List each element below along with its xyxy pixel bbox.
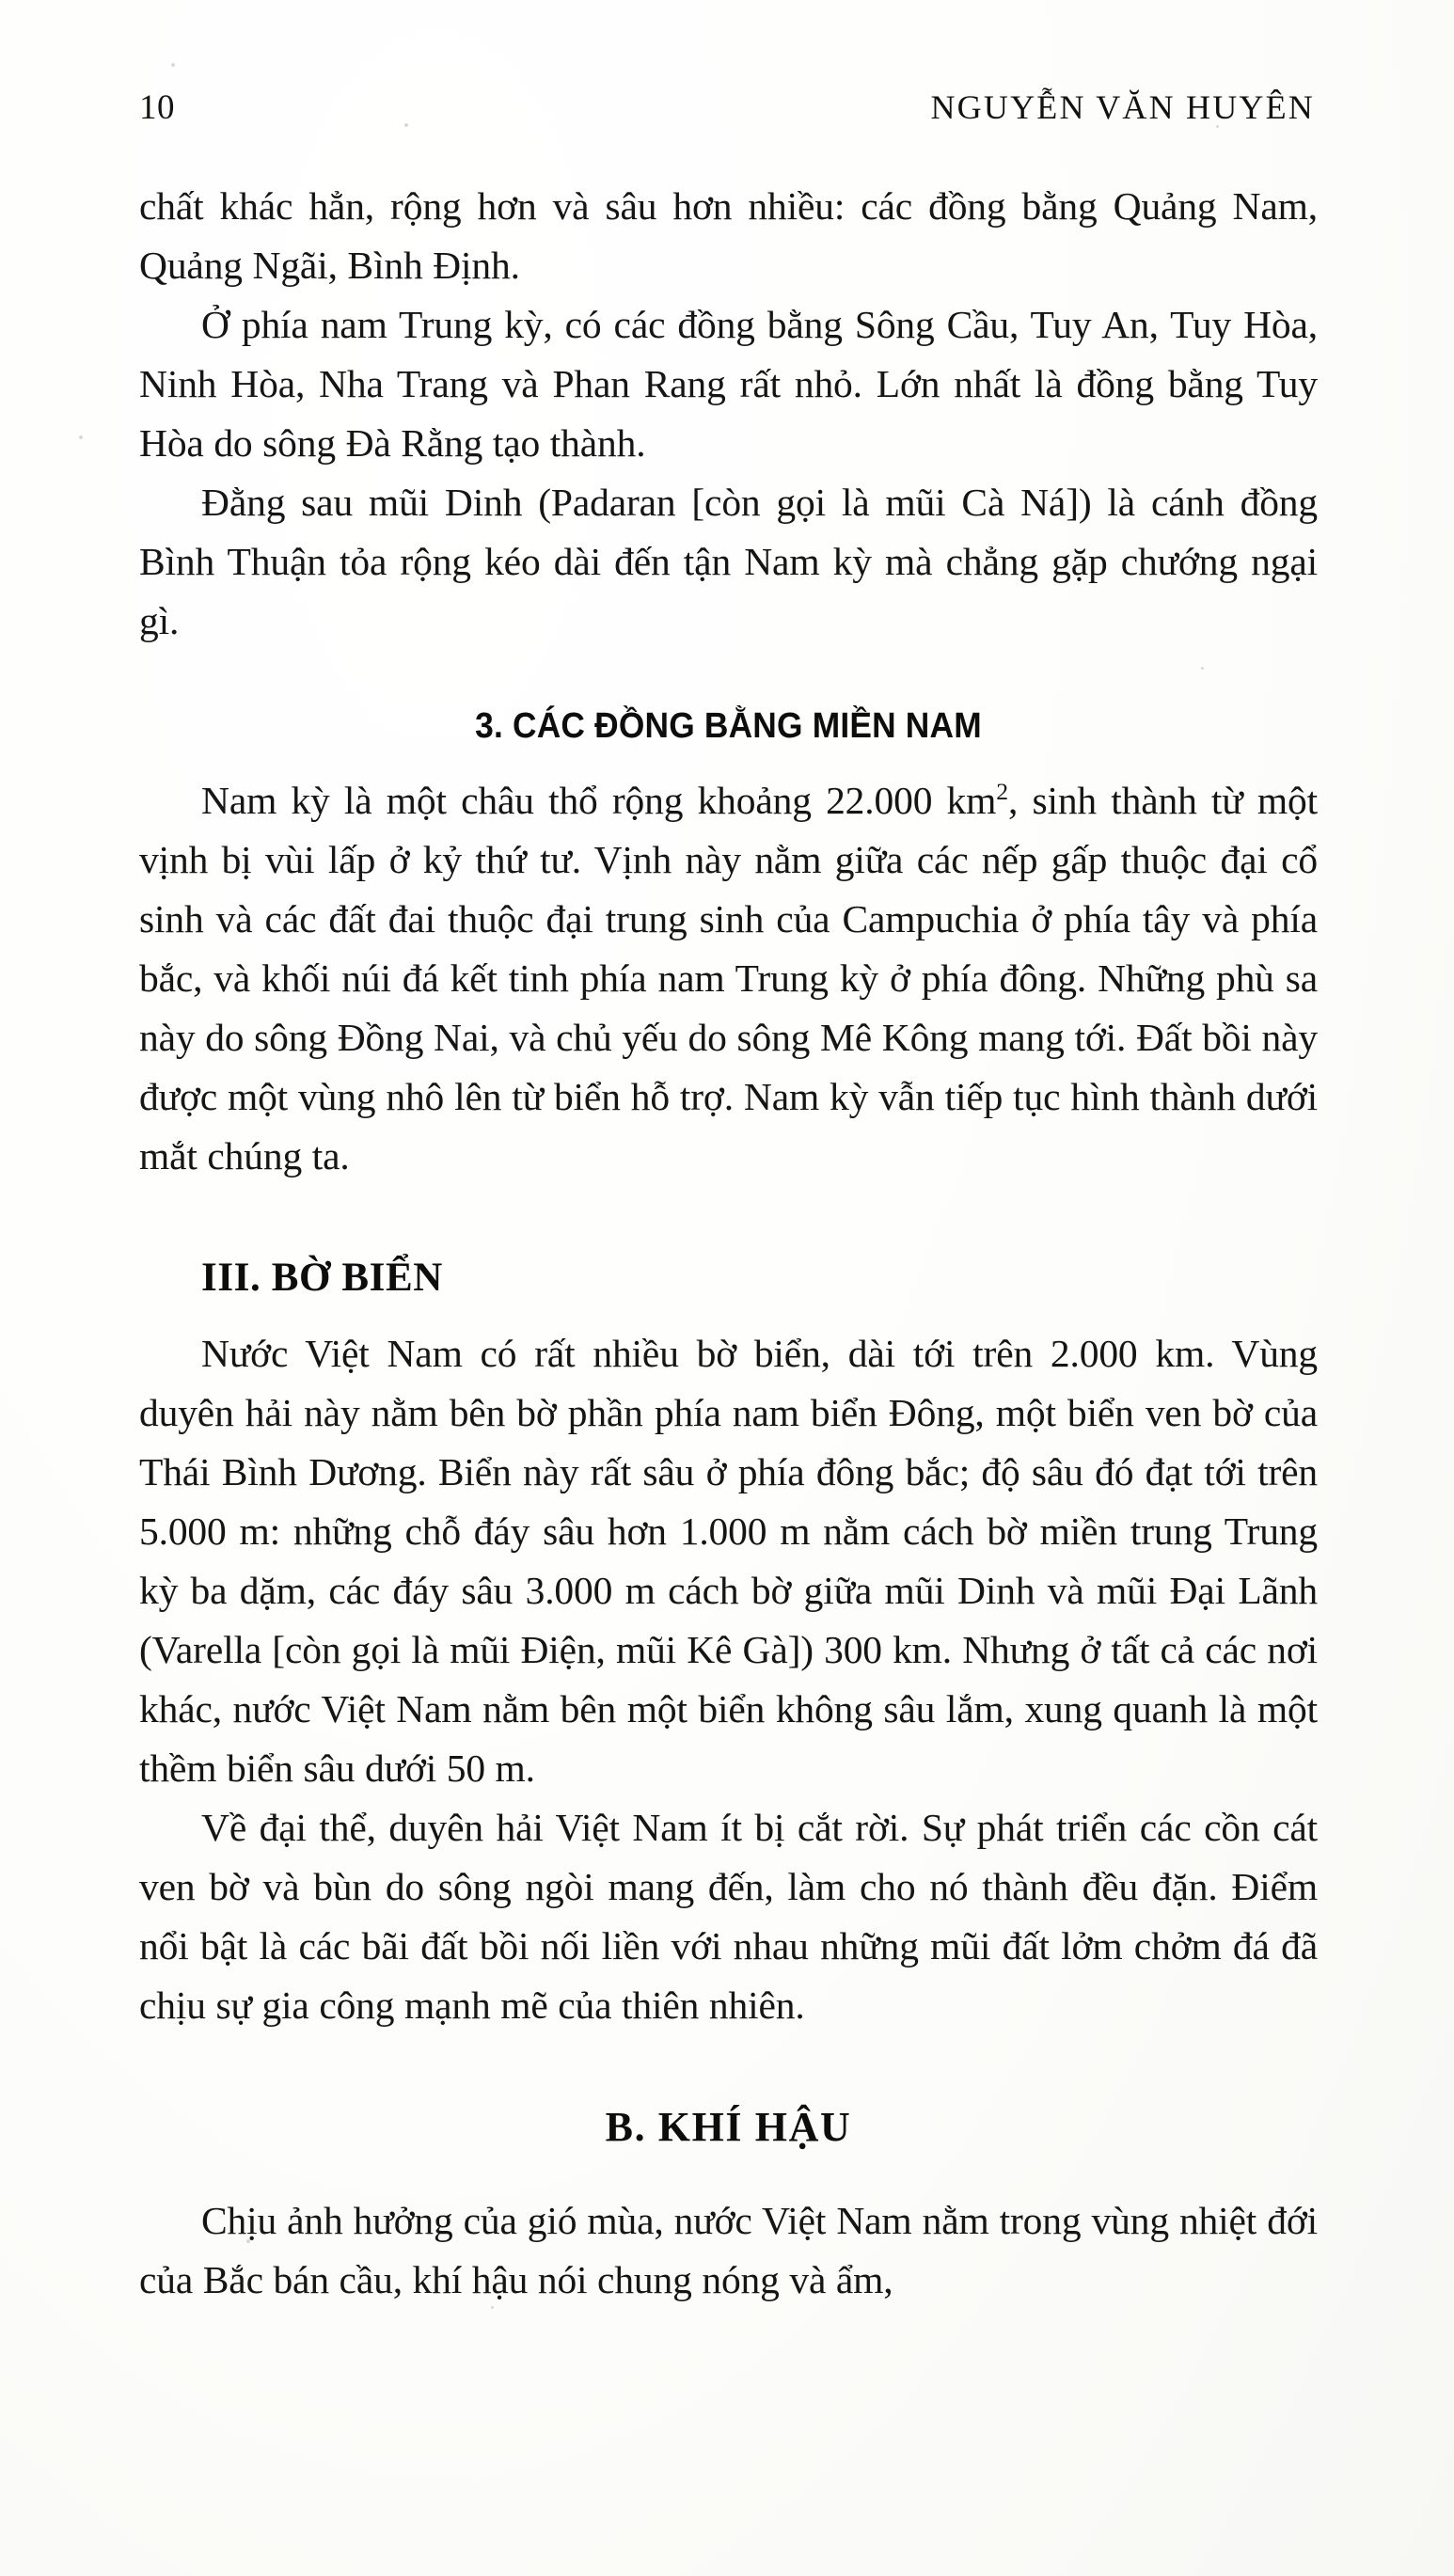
spacer [139,2035,1318,2105]
scan-speck [79,435,83,439]
heading-section-3: 3. CÁC ĐỒNG BẰNG MIỀN NAM [475,706,982,746]
scan-speck [171,63,175,67]
running-head [139,90,1315,147]
paragraph-nam-ky-delta-part1: Nam kỳ là một châu thổ rộng khoảng 22.000 km [201,778,997,822]
heading-section-iii: III. BỜ BIỂN [201,1255,443,1300]
paragraph-coastline-regularity: Về đại thể, duyên hải Việt Nam ít bị cắt rời. Sự phát triển các cồn cát ven bờ và bùn do sông ngòi mang đến, làm cho nó thành đều đặn. Điểm nổi bật là các bãi đất bồi nối liền với nhau những mũi đất lởm chởm đá đã chịu sự gia công mạnh mẽ của thiên nhiên. [139,1806,1318,2028]
spacer [139,747,1318,771]
page-number: 10 [139,88,175,127]
text-column [139,177,1318,2310]
paragraph-continued: chất khác hẳn, rộng hơn và sâu hơn nhiều: các đồng bằng Quảng Nam, Quảng Ngãi, Bình Định. [139,184,1318,287]
spacer [139,1300,1318,1324]
spacer [139,1186,1318,1256]
running-head-author: NGUYỄN VĂN HUYÊN [930,88,1315,126]
paragraph-nam-ky-delta [139,771,1318,1186]
superscript-square: 2 [996,777,1008,805]
paragraph-nam-ky-delta-part2: , sinh thành từ một vịnh bị vùi lấp ở kỷ thứ tư. Vịnh này nằm giữa các nếp gấp thuộc đại cổ sinh và các đất đai thuộc đại trung sinh của Campuchia ở phía tây và phía bắc, và khối núi đá kết tinh phía nam Trung kỳ ở phía đông. Những phù sa này do sông Đồng Nai, và chủ yếu do sông Mê Kông mang tới. Đất bồi này được một vùng nhô lên từ biển hỗ trợ. Nam kỳ vẫn tiếp tục hình thành dưới mắt chúng ta. [139,778,1318,1177]
spacer [139,651,1318,707]
paragraph-cape-dinh: Đằng sau mũi Dinh (Padaran [còn gọi là mũi Cà Ná]) là cánh đồng Bình Thuận tỏa rộng kéo dài đến tận Nam kỳ mà chẳng gặp chướng ngại gì. [139,481,1318,642]
heading-section-b: B. KHÍ HẬU [605,2104,852,2151]
paragraph-coastline: Nước Việt Nam có rất nhiều bờ biển, dài tới trên 2.000 km. Vùng duyên hải này nằm bên bờ phần phía nam biển Đông, một biển ven bờ của Thái Bình Dương. Biển này rất sâu ở phía đông bắc; độ sâu đó đạt tới trên 5.000 m: những chỗ đáy sâu hơn 1.000 m nằm cách bờ miền trung Trung kỳ ba dặm, các đáy sâu 3.000 m cách bờ giữa mũi Dinh và mũi Đại Lãnh (Varella [còn gọi là mũi Điện, mũi Kê Gà]) 300 km. Nhưng ở tất cả các nơi khác, nước Việt Nam nằm bên một biển không sâu lắm, xung quanh là một thềm biển sâu dưới 50 m. [139,1332,1318,1791]
spacer [139,2150,1318,2191]
paragraph-climate: Chịu ảnh hưởng của gió mùa, nước Việt Nam nằm trong vùng nhiệt đới của Bắc bán cầu, khí hậu nói chung nóng và ẩm, [139,2199,1318,2302]
paragraph-south-trung-ky-plains: Ở phía nam Trung kỳ, có các đồng bằng Sông Cầu, Tuy An, Tuy Hòa, Ninh Hòa, Nha Trang và Phan Rang rất nhỏ. Lớn nhất là đồng bằng Tuy Hòa do sông Đà Rằng tạo thành. [139,303,1318,465]
